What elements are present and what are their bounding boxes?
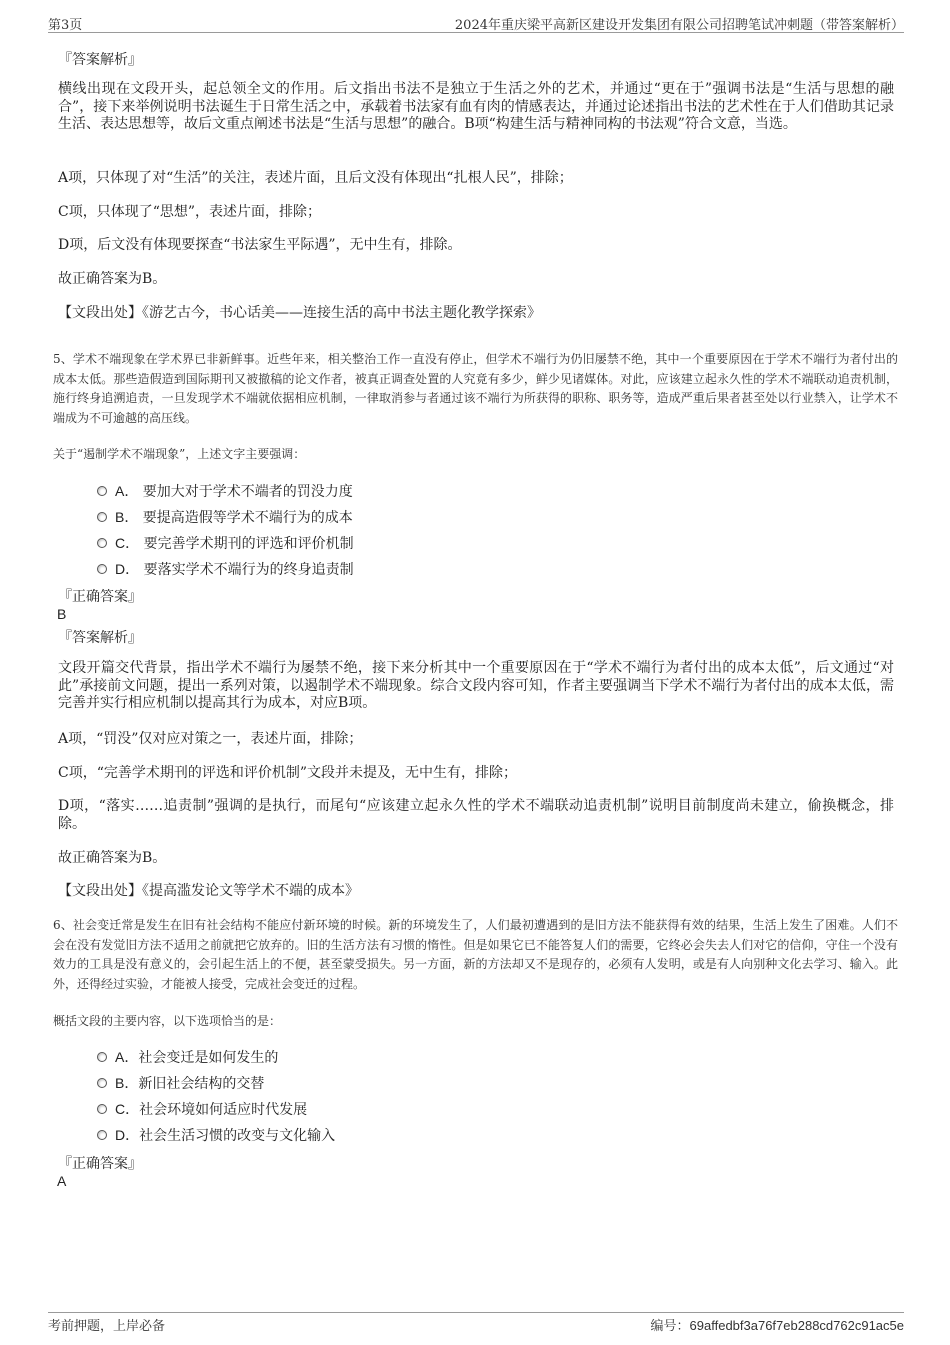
analysis-option-c: C项，“完善学术期刊的评选和评价机制”文段并未提及，无中生有，排除； — [58, 765, 518, 781]
analysis-text: 横线出现在文段开头，起总领全文的作用。后文指出书法不是独立于生活之外的艺术，并通过“更在于”强调书法是“生活与思想的融合”，接下来举例说明书法诞生于日常生活之中，承载着书法家有血有肉的情感表达，并通过论述指出书法的艺术性在于人们借助其记录生活、表达思想等，故后文重点阐述书法是“生活与思想”的融合。B项“构建生活与精神同构的书法观”符合文意，当选。 — [58, 81, 894, 132]
radio-icon[interactable] — [97, 1104, 107, 1114]
option-a[interactable]: A．社会变迁是如何发生的 — [97, 1047, 278, 1067]
analysis-option-d: D项，“落实……追责制”强调的是执行，而尾句“应该建立起永久性的学术不端联动追责机制”说明目前制度尚未建立，偷换概念，排除。 — [58, 798, 894, 832]
analysis-option-d: D项，后文没有体现要探查“书法家生平际遇”，无中生有，排除。 — [58, 237, 462, 253]
analysis-option-c: C项，只体现了“思想”，表述片面，排除； — [58, 204, 322, 220]
correct-answer-label: 『正确答案』 — [58, 1156, 142, 1172]
option-a[interactable]: A． 要加大对于学术不端者的罚没力度 — [97, 481, 353, 501]
analysis-conclusion: 故正确答案为B。 — [58, 850, 167, 866]
option-b[interactable]: B． 要提高造假等学术不端行为的成本 — [97, 507, 353, 527]
radio-icon[interactable] — [97, 564, 107, 574]
footer-slogan: 考前押题，上岸必备 — [48, 1319, 166, 1334]
question-passage: 5、学术不端现象在学术界已非新鲜事。近些年来，相关整治工作一直没有停止，但学术不端行为仍旧屡禁不绝，其中一个重要原因在于学术不端行为者付出的成本太低。那些造假造到国际期刊又被撤稿的论文作者，被真正调查处置的人究竟有多少，鲜少见诸媒体。对此，应该建立起永久性的学术不端联动追责机制，施行终身追溯追责，一旦发现学术不端就依据相应机制，一律取消参与者通过该不端行为所获得的职称、职务等，造成严重后果者甚至处以行业禁入，让学术不端成为不可逾越的高压线。 — [53, 352, 898, 425]
analysis-label: 『答案解析』 — [58, 52, 142, 68]
correct-answer: B — [57, 606, 67, 622]
radio-icon[interactable] — [97, 1078, 107, 1088]
radio-icon[interactable] — [97, 512, 107, 522]
question-prompt: 概括文段的主要内容，以下选项恰当的是： — [53, 1014, 282, 1028]
page-footer — [48, 1312, 904, 1334]
correct-answer: A — [57, 1173, 67, 1189]
correct-answer-label: 『正确答案』 — [58, 589, 142, 605]
analysis-label: 『答案解析』 — [58, 630, 142, 646]
analysis-conclusion: 故正确答案为B。 — [58, 271, 167, 287]
footer-code: 编号：69affedbf3a76f7eb288cd762c91ac5e — [650, 1318, 904, 1334]
option-b[interactable]: B．新旧社会结构的交替 — [97, 1073, 264, 1093]
option-c[interactable]: C． 要完善学术期刊的评选和评价机制 — [97, 533, 354, 553]
option-c[interactable]: C．社会环境如何适应时代发展 — [97, 1099, 307, 1119]
option-d[interactable]: D．社会生活习惯的改变与文化输入 — [97, 1125, 335, 1145]
passage-source: 【文段出处】《游艺古今，书心话美——连接生活的高中书法主题化教学探索》 — [58, 305, 541, 321]
radio-icon[interactable] — [97, 538, 107, 548]
analysis-text: 文段开篇交代背景，指出学术不端行为屡禁不绝，接下来分析其中一个重要原因在于“学术不端行为者付出的成本太低”，后文通过“对此”承接前文问题，提出一系列对策，以遏制学术不端现象。综合文段内容可知，作者主要强调当下学术不端行为者付出的成本太低，需完善并实行相应机制以提高其行为成本，对应B项。 — [58, 660, 894, 711]
analysis-option-a: A项，只体现了对“生活”的关注，表述片面，且后文没有体现出“扎根人民”，排除； — [58, 170, 573, 186]
radio-icon[interactable] — [97, 486, 107, 496]
passage-source: 【文段出处】《提高滥发论文等学术不端的成本》 — [58, 883, 359, 899]
question-passage: 6、社会变迁常是发生在旧有社会结构不能应付新环境的时候。新的环境发生了，人们最初遭遇到的是旧方法不能获得有效的结果，生活上发生了困难。人们不会在没有发觉旧方法不适用之前就把它放弃的。旧的生活方法有习惯的惰性。但是如果它已不能答复人们的需要，它终必会失去人们对它的信仰，守住一个没有效力的工具是没有意义的，会引起生活上的不便，甚至蒙受损失。另一方面，新的方法却又不是现存的，必须有人发明，或是有人向别种文化去学习、输入。此外，还得经过实验，才能被人接受，完成社会变迁的过程。 — [53, 918, 898, 991]
radio-icon[interactable] — [97, 1130, 107, 1140]
analysis-option-a: A项，“罚没”仅对应对策之一，表述片面，排除； — [58, 731, 363, 747]
question-prompt: 关于“遏制学术不端现象”，上述文字主要强调： — [53, 447, 306, 461]
option-d[interactable]: D． 要落实学术不端行为的终身追责制 — [97, 559, 354, 579]
page-header — [48, 14, 904, 33]
document-title: 2024年重庆梁平高新区建设开发集团有限公司招聘笔试冲刺题（带答案解析） — [454, 18, 904, 33]
radio-icon[interactable] — [97, 1052, 107, 1062]
page-number: 第3页 — [48, 18, 83, 33]
